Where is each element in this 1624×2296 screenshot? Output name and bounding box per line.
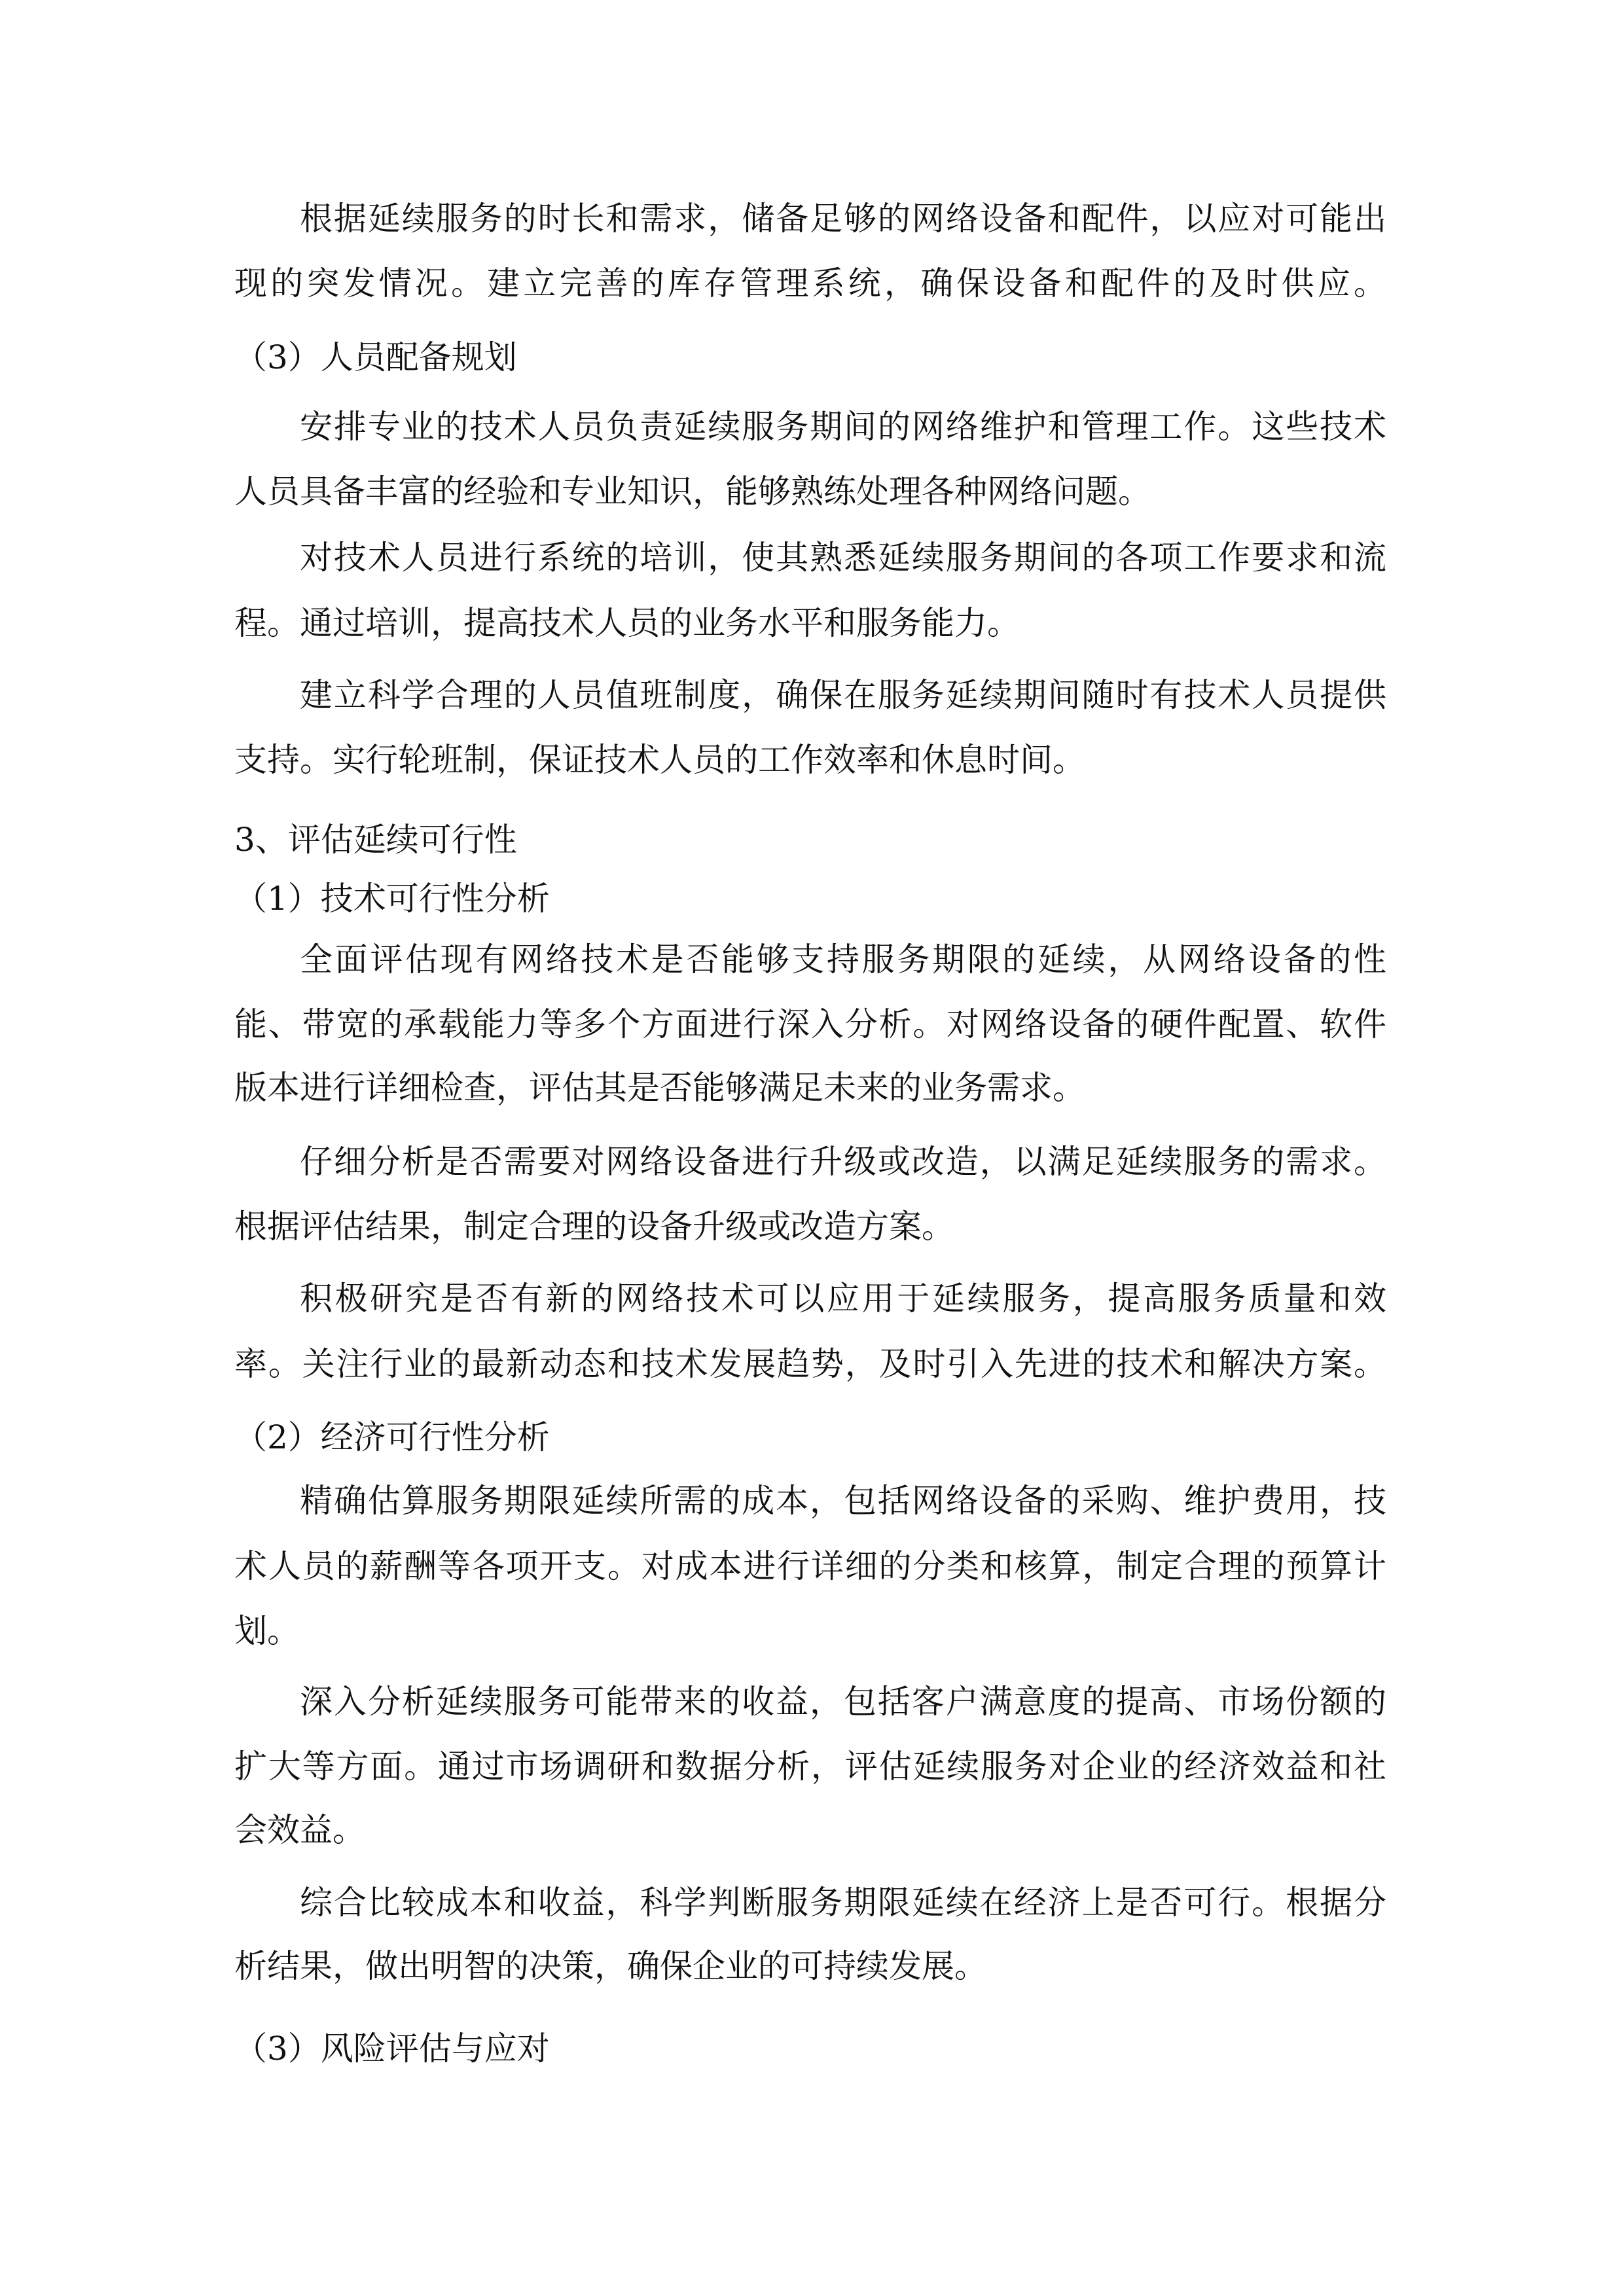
paragraph-line: 根据评估结果，制定合理的设备升级或改造方案。 bbox=[234, 1208, 954, 1246]
paragraph-line: 能、带宽的承载能力等多个方面进行深入分析。对网络设备的硬件配置、软件 bbox=[234, 1005, 1386, 1043]
section-heading: 3、评估延续可行性 bbox=[234, 821, 517, 859]
paragraph-line: 划。 bbox=[234, 1612, 300, 1650]
paragraph-line: 率。关注行业的最新动态和技术发展趋势，及时引入先进的技术和解决方案。 bbox=[234, 1345, 1386, 1383]
paragraph-line: 术人员的薪酬等各项开支。对成本进行详细的分类和核算，制定合理的预算计 bbox=[234, 1547, 1386, 1585]
subsection-heading: （2）经济可行性分析 bbox=[234, 1418, 550, 1456]
paragraph-line: 人员具备丰富的经验和专业知识，能够熟练处理各种网络问题。 bbox=[234, 473, 1151, 511]
paragraph-line: 析结果，做出明智的决策，确保企业的可持续发展。 bbox=[234, 1947, 987, 1985]
subsection-heading: （1）技术可行性分析 bbox=[234, 880, 550, 918]
paragraph-line: 会效益。 bbox=[234, 1811, 365, 1849]
paragraph-line: 积极研究是否有新的网络技术可以应用于延续服务，提高服务质量和效 bbox=[300, 1280, 1386, 1318]
paragraph-line: 精确估算服务期限延续所需的成本，包括网络设备的采购、维护费用，技 bbox=[300, 1482, 1386, 1520]
paragraph-line: 现的突发情况。建立完善的库存管理系统，确保设备和配件的及时供应。 bbox=[234, 264, 1386, 302]
paragraph-line: 全面评估现有网络技术是否能够支持服务期限的延续，从网络设备的性 bbox=[300, 941, 1386, 978]
subsection-heading: （3）风险评估与应对 bbox=[234, 2030, 550, 2068]
paragraph-line: 综合比较成本和收益，科学判断服务期限延续在经济上是否可行。根据分 bbox=[300, 1884, 1386, 1922]
paragraph-line: 扩大等方面。通过市场调研和数据分析，评估延续服务对企业的经济效益和社 bbox=[234, 1748, 1386, 1785]
paragraph-line: 版本进行详细检查，评估其是否能够满足未来的业务需求。 bbox=[234, 1069, 1085, 1107]
paragraph-line: 深入分析延续服务可能带来的收益，包括客户满意度的提高、市场份额的 bbox=[300, 1683, 1386, 1721]
paragraph-line: 根据延续服务的时长和需求，储备足够的网络设备和配件，以应对可能出 bbox=[300, 200, 1386, 238]
paragraph-line: 仔细分析是否需要对网络设备进行升级或改造，以满足延续服务的需求。 bbox=[300, 1143, 1386, 1181]
paragraph-line: 程。通过培训，提高技术人员的业务水平和服务能力。 bbox=[234, 604, 1020, 642]
paragraph-line: 建立科学合理的人员值班制度，确保在服务延续期间随时有技术人员提供 bbox=[300, 676, 1386, 714]
paragraph-line: 对技术人员进行系统的培训，使其熟悉延续服务期间的各项工作要求和流 bbox=[300, 539, 1386, 577]
paragraph-line: 安排专业的技术人员负责延续服务期间的网络维护和管理工作。这些技术 bbox=[300, 408, 1386, 446]
paragraph-line: 支持。实行轮班制，保证技术人员的工作效率和休息时间。 bbox=[234, 741, 1085, 779]
section-heading: （3）人员配备规划 bbox=[234, 338, 517, 376]
